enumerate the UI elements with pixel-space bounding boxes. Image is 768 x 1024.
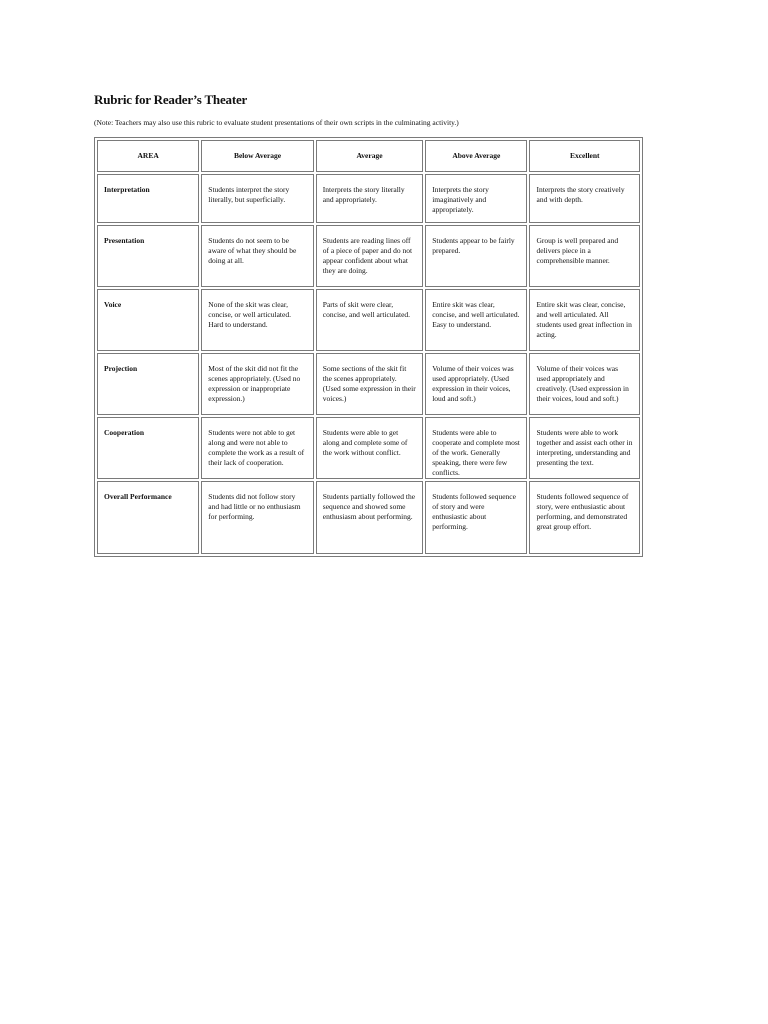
header-area: AREA — [97, 140, 199, 172]
area-cell: Voice — [97, 289, 199, 351]
rubric-cell: Students partially followed the sequence and showed some enthusiasm about performing. — [316, 481, 423, 554]
rubric-cell: Volume of their voices was used appropriately and creatively. (Used expression in their voices, loud and soft.) — [529, 353, 640, 415]
rubric-cell: Students do not seem to be aware of what they should be doing at all. — [201, 225, 314, 287]
rubric-cell: Group is well prepared and delivers piece in a comprehensible manner. — [529, 225, 640, 287]
rubric-cell: Students were able to cooperate and complete most of the work. Generally speaking, there were few conflicts. — [425, 417, 527, 479]
rubric-table — [94, 137, 643, 557]
rubric-cell: Students are reading lines off of a piece of paper and do not appear confident about what they are doing. — [316, 225, 423, 287]
header-below-average: Below Average — [201, 140, 314, 172]
rubric-cell: Students followed sequence of story, were enthusiastic about performing, and demonstrated great group effort. — [529, 481, 640, 554]
rubric-cell: Students interpret the story literally, but superficially. — [201, 174, 314, 223]
header-excellent: Excellent — [529, 140, 640, 172]
area-cell: Projection — [97, 353, 199, 415]
rubric-cell: Entire skit was clear, concise, and well articulated. Easy to understand. — [425, 289, 527, 351]
area-cell: Interpretation — [97, 174, 199, 223]
rubric-header-row — [97, 140, 640, 172]
rubric-cell: Interprets the story creatively and with depth. — [529, 174, 640, 223]
table-row — [97, 481, 640, 554]
table-row — [97, 353, 640, 415]
rubric-cell: Most of the skit did not fit the scenes appropriately. (Used no expression or inappropriate expression.) — [201, 353, 314, 415]
document-title: Rubric for Reader’s Theater — [94, 92, 248, 107]
rubric-cell: Students were able to get along and complete some of the work without conflict. — [316, 417, 423, 479]
header-above-average: Above Average — [425, 140, 527, 172]
rubric-cell: Students followed sequence of story and were enthusiastic about performing. — [425, 481, 527, 554]
area-cell: Overall Performance — [97, 481, 199, 554]
rubric-cell: Interprets the story literally and appropriately. — [316, 174, 423, 223]
area-cell: Cooperation — [97, 417, 199, 479]
rubric-cell: Parts of skit were clear, concise, and well articulated. — [316, 289, 423, 351]
area-cell: Presentation — [97, 225, 199, 287]
header-average: Average — [316, 140, 423, 172]
rubric-cell: Students were not able to get along and were not able to complete the work as a result of their lack of cooperation. — [201, 417, 314, 479]
rubric-cell: Volume of their voices was used appropriately. (Used expression in their voices, loud and soft.) — [425, 353, 527, 415]
rubric-cell: Entire skit was clear, concise, and well articulated. All students used great inflection in acting. — [529, 289, 640, 351]
table-row — [97, 289, 640, 351]
table-row — [97, 225, 640, 287]
table-row — [97, 174, 640, 223]
rubric-cell: Students did not follow story and had little or no enthusiasm for performing. — [201, 481, 314, 554]
document-note: (Note: Teachers may also use this rubric to evaluate student presentations of their own scripts in the culminating activity.) — [94, 118, 459, 127]
table-row — [97, 417, 640, 479]
rubric-cell: None of the skit was clear, concise, or well articulated. Hard to understand. — [201, 289, 314, 351]
rubric-cell: Students were able to work together and assist each other in interpreting, understanding and presenting the text. — [529, 417, 640, 479]
rubric-cell: Students appear to be fairly prepared. — [425, 225, 527, 287]
rubric-cell: Interprets the story imaginatively and appropriately. — [425, 174, 527, 223]
rubric-cell: Some sections of the skit fit the scenes appropriately. (Used some expression in their voices.) — [316, 353, 423, 415]
